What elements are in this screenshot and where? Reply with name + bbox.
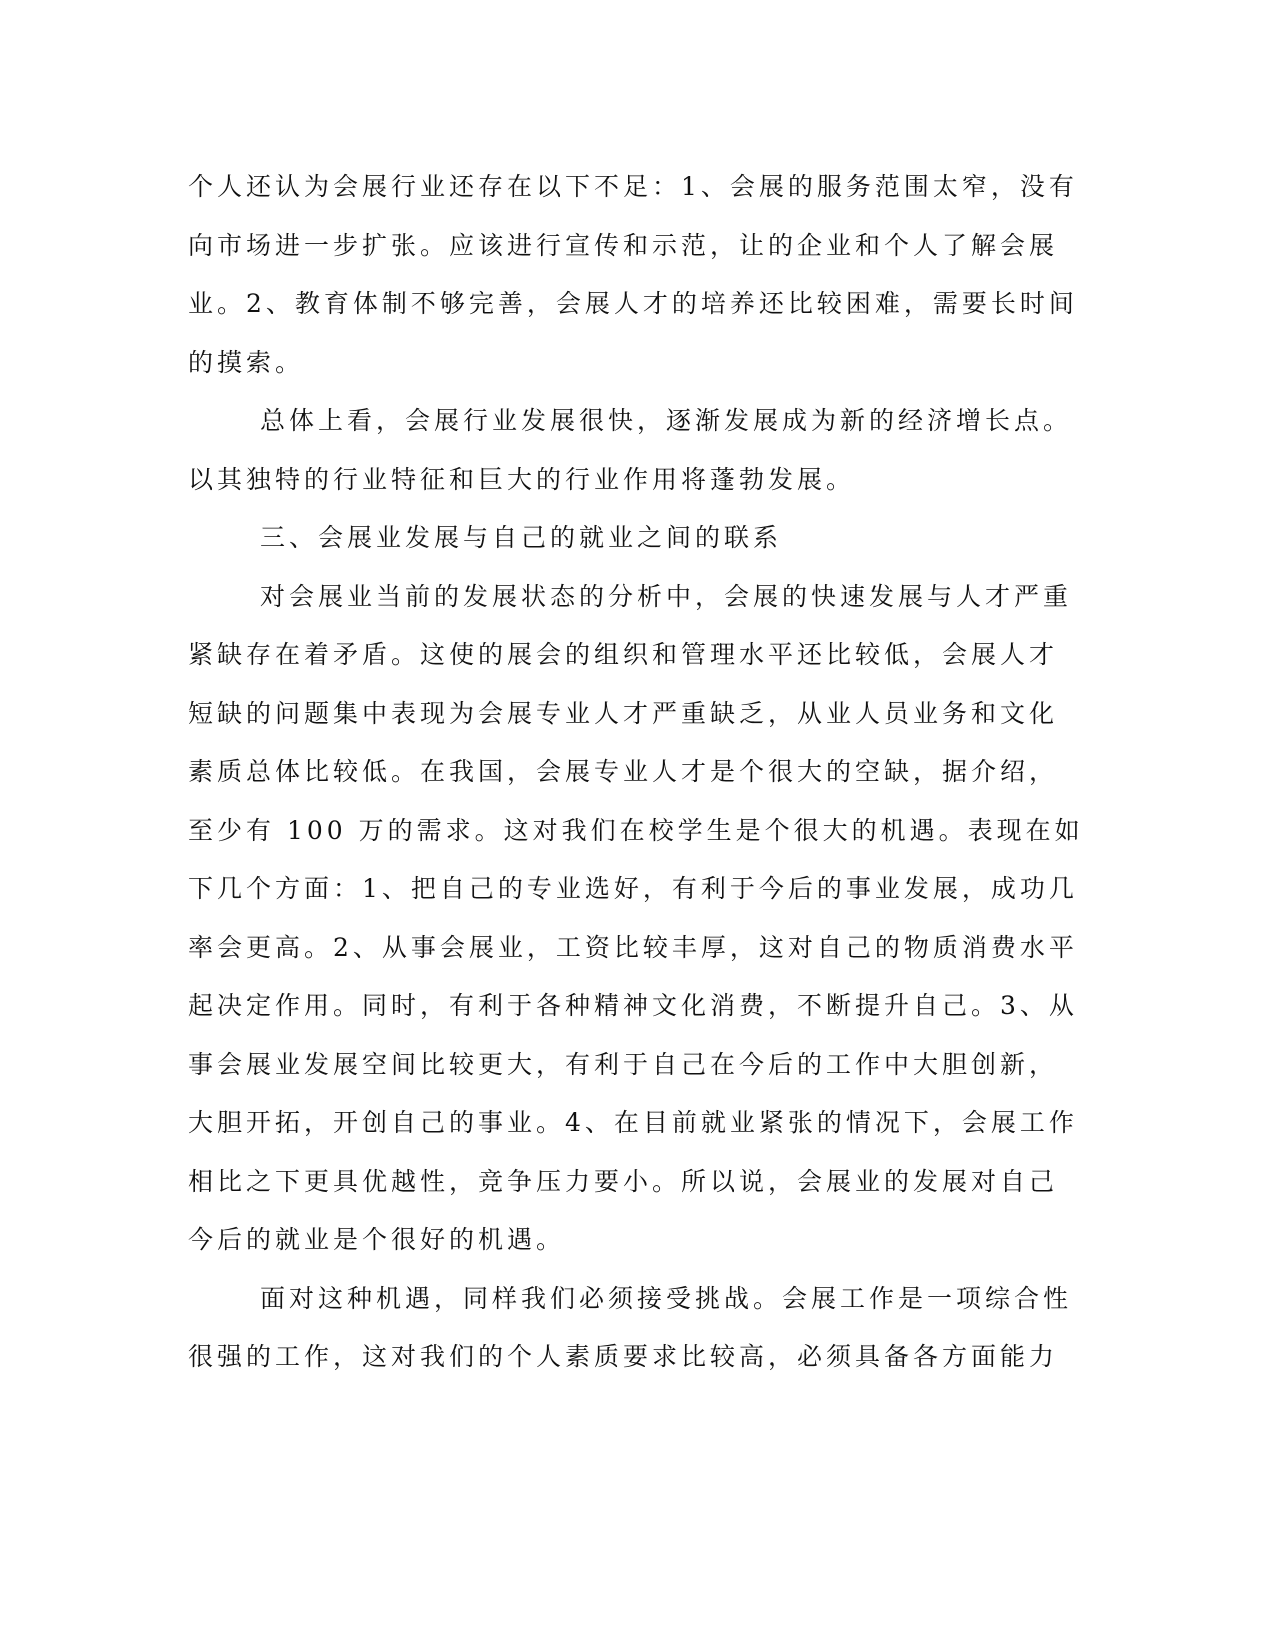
text-line: 的摸索。 — [188, 347, 305, 377]
text-line: 至少有 100 万的需求。这对我们在校学生是个很大的机遇。表现在如 — [188, 815, 1084, 845]
paragraph-start-line: 面对这种机遇，同样我们必须接受挑战。会展工作是一项综合性 — [260, 1283, 1073, 1313]
text-line: 大胆开拓，开创自己的事业。4、在目前就业紧张的情况下，会展工作 — [188, 1108, 1078, 1137]
text-line: 相比之下更具优越性，竞争压力要小。所以说，会展业的发展对自己 — [188, 1166, 1059, 1196]
document-body — [188, 158, 1084, 1387]
text-line: 下几个方面：1、把自己的专业选好，有利于今后的事业发展，成功几 — [188, 874, 1078, 903]
paragraph-start-line: 对会展业当前的发展状态的分析中，会展的快速发展与人才严重 — [260, 581, 1073, 611]
text-line: 短缺的问题集中表现为会展专业人才严重缺乏，从业人员业务和文化 — [188, 698, 1059, 728]
text-line: 以其独特的行业特征和巨大的行业作用将蓬勃发展。 — [188, 464, 856, 494]
text-line: 率会更高。2、从事会展业，工资比较丰厚，这对自己的物质消费水平 — [188, 932, 1078, 962]
text-line: 起决定作用。同时，有利于各种精神文化消费，不断提升自己。3、从 — [188, 991, 1078, 1020]
text-line: 个人还认为会展行业还存在以下不足：1、会展的服务范围太窄，没有 — [188, 172, 1078, 201]
text-line: 今后的就业是个很好的机遇。 — [188, 1225, 566, 1254]
section-heading: 三、会展业发展与自己的就业之间的联系 — [260, 523, 783, 552]
text-line: 向市场进一步扩张。应该进行宣传和示范，让的企业和个人了解会展 — [188, 230, 1059, 260]
text-line: 业。2、教育体制不够完善，会展人才的培养还比较困难，需要长时间 — [188, 289, 1078, 318]
text-line: 紧缺存在着矛盾。这使的展会的组织和管理水平还比较低，会展人才 — [188, 640, 1059, 669]
text-line: 素质总体比较低。在我国，会展专业人才是个很大的空缺，据介绍， — [188, 757, 1059, 786]
text-line: 很强的工作，这对我们的个人素质要求比较高，必须具备各方面能力 — [188, 1342, 1059, 1371]
paragraph-start-line: 总体上看，会展行业发展很快，逐渐发展成为新的经济增长点。 — [260, 406, 1073, 435]
text-line: 事会展业发展空间比较更大，有利于自己在今后的工作中大胆创新， — [188, 1049, 1059, 1079]
